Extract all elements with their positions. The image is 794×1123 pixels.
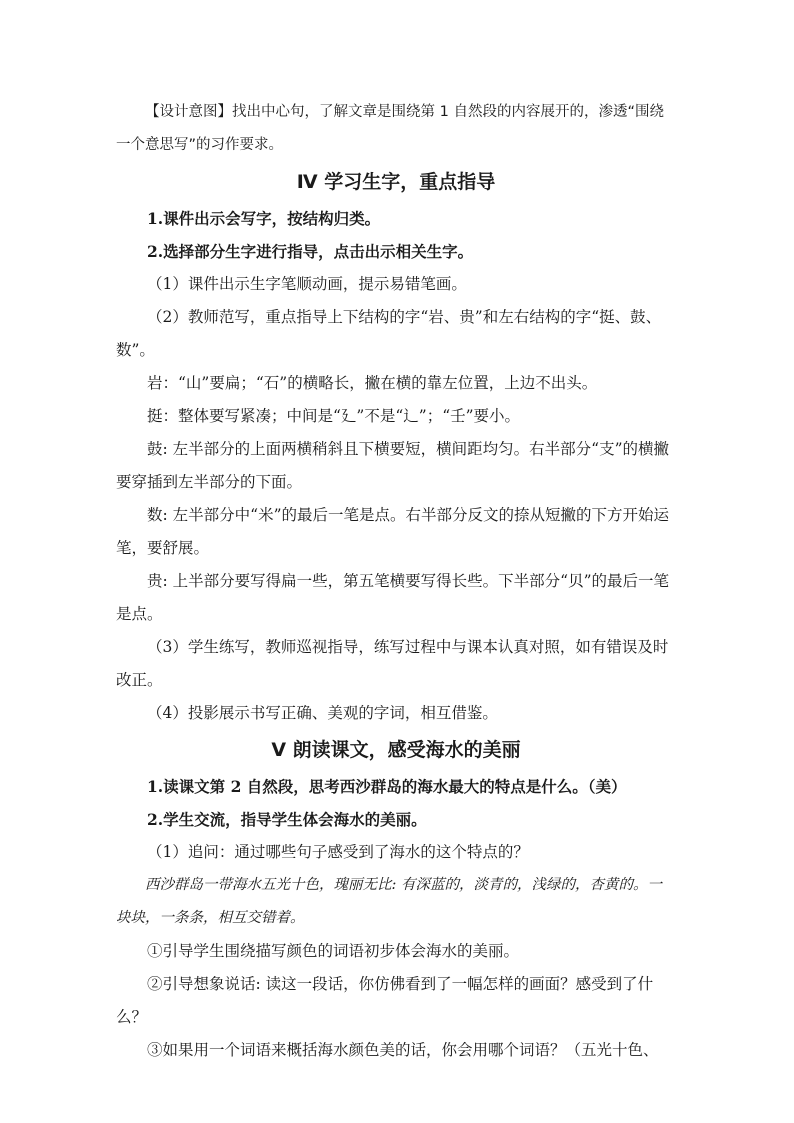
section5-item-2: 2.学生交流，指导学生体会海水的美丽。 [147, 810, 427, 829]
char-guide-shu: 数: 左半部分中“米”的最后一笔是点。右半部分反文的捺从短撇的下方开始运笔，要舒展。 [116, 506, 669, 557]
section4-step-1: （1）课件出示生字笔顺动画，提示易错笔画。 [147, 275, 467, 293]
char-guide-gu: 鼓: 左半部分的上面两横稍斜且下横要短，横间距均匀。右半部分“支”的横撇要穿插到左半部分的下面。 [116, 440, 669, 491]
char-guide-yan: 岩：“山”要扁；“石”的横略长，撇在横的靠左位置，上边不出头。 [147, 374, 598, 392]
guide-1: ①引导学生围绕描写颜色的词语初步体会海水的美丽。 [147, 942, 520, 960]
document-page [116, 96, 676, 1067]
section4-item-2: 2.选择部分生字进行指导，点击出示相关生字。 [147, 242, 474, 261]
design-intent-paragraph: 【设计意图】找出中心句，了解文章是围绕第 1 自然段的内容展开的，渗透“围绕一个意思写”的习作要求。 [116, 104, 664, 153]
guide-3: ③如果用一个词语来概括海水颜色美的话，你会用哪个词语？（五光十色、 [147, 1041, 659, 1059]
text-quote: 西沙群岛一带海水五光十色，瑰丽无比: 有深蓝的，淡青的，浅绿的，杏黄的。一块块，一条条，相互交错着。 [116, 877, 662, 926]
char-guide-ting: 挺：整体要写紧凑；中间是“廴”不是“辶”；“壬”要小。 [147, 407, 521, 425]
section4-item-1: 1.课件出示会写字，按结构归类。 [147, 209, 381, 228]
section4-step-2: （2）教师范写，重点指导上下结构的字“岩、贵”和左右结构的字“挺、鼓、数”。 [116, 308, 662, 359]
section4-step-3: （3）学生练写，教师巡视指导，练写过程中与课本认真对照，如有错误及时改正。 [116, 638, 669, 689]
section-heading-5: Ⅴ 朗读课文，感受海水的美丽 [271, 739, 521, 761]
guide-2: ②引导想象说话: 读这一段话，你仿佛看到了一幅怎样的画面？感受到了什么？ [116, 975, 654, 1026]
section4-step-4: （4）投影展示书写正确、美观的字词，相互借鉴。 [147, 704, 498, 722]
section5-question: （1）追问：通过哪些句子感受到了海水的这个特点的？ [147, 843, 529, 861]
section5-item-1: 1.读课文第 2 自然段，思考西沙群岛的海水最大的特点是什么。（美） [147, 777, 627, 796]
section-heading-4: Ⅳ 学习生字，重点指导 [296, 171, 496, 193]
char-guide-gui: 贵: 上半部分要写得扁一些，第五笔横要写得长些。下半部分“贝”的最后一笔是点。 [116, 572, 669, 623]
